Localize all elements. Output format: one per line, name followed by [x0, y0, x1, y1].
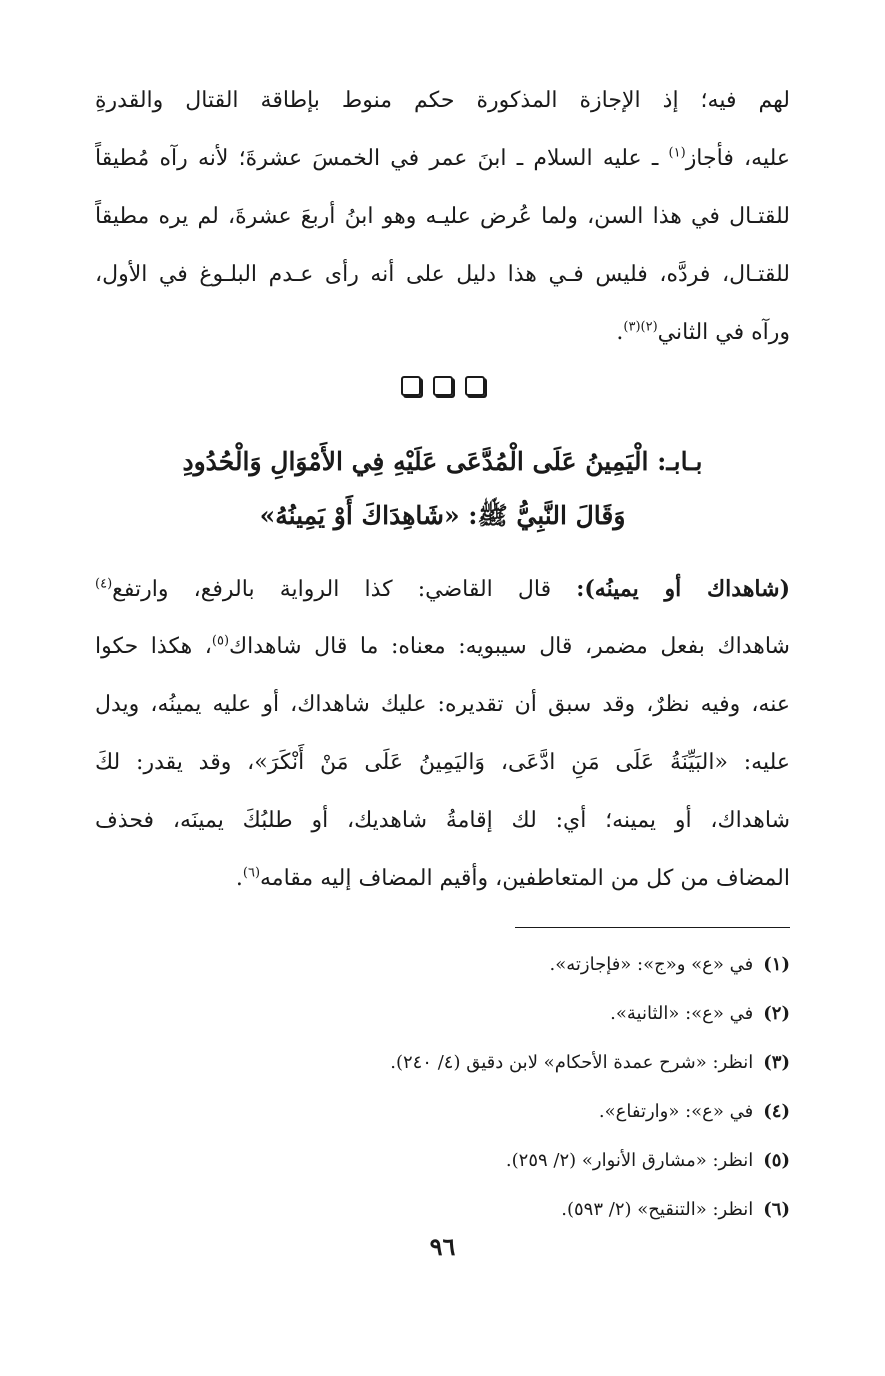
- square-ornament-icon: [401, 376, 421, 396]
- text-line: شاهداك بفعل مضمر، قال سيبويه: معناه: ما قال شاهداك$^{(٥)}$، هكذا حكوا: [95, 633, 790, 659]
- footnotes: [95, 940, 790, 1234]
- heading-line: وَقَالَ النَّبِيُّ ﷺ: «شَاهِدَاكَ أَوْ يَمِينُهُ»: [259, 501, 626, 530]
- text-line: ورآه في الثاني$^{(٢)(٣)}$.: [616, 319, 790, 345]
- text-line: للقتـال، فردَّه، فليس فـي هذا دليل على أنه رأى عـدم البلـوغ في الأول،: [95, 262, 790, 287]
- footnote-ref[interactable]: (٥): [211, 633, 230, 649]
- text-line: (شاهداك أو يمينُه): قال القاضي: كذا الرواية بالرفع، وارتفع$^{(٤)}$: [95, 576, 790, 602]
- lemma: (شاهداك أو يمينُه):: [576, 576, 790, 602]
- footnote-ref[interactable]: (٢)(٣): [623, 319, 658, 335]
- paragraph-continuation: [95, 72, 790, 362]
- text-line: عنه، وفيه نظرٌ، وقد سبق أن تقديره: عليك شاهداك، أو عليه يمينُه، ويدل: [95, 692, 790, 717]
- footnote-divider: [515, 927, 790, 928]
- text-line: لهم فيه؛ إذ الإجازة المذكورة حكم منوط بإطاقة القتال والقدرةِ: [95, 88, 790, 113]
- text-line: للقتـال في هذا السن، ولما عُرض عليـه وهو ابنُ أربعَ عشرةَ، لم يره مطيقاً: [95, 204, 790, 229]
- square-ornament-icon: [433, 376, 453, 396]
- text-line: شاهداك، أو يمينه؛ أي: لك إقامةُ شاهديك، أو طلبُكَ يمينَه، فحذف: [95, 808, 790, 833]
- footnote: (٤)في «ع»: «وارتفاع».: [598, 1101, 790, 1122]
- footnote-ref[interactable]: (٤): [95, 576, 113, 592]
- footnote-ref[interactable]: (٦): [242, 865, 261, 881]
- heading-line: بـابـ: الْيَمِينُ عَلَى الْمُدَّعَى عَلَيْهِ فِي الأَمْوَالِ وَالْحُدُودِ: [182, 447, 703, 476]
- footnote: (٥)انظر: «مشارق الأنوار» (٢/ ٢٥٩).: [505, 1150, 790, 1171]
- footnote: (٦)انظر: «التنقيح» (٢/ ٥٩٣).: [561, 1199, 790, 1220]
- text-line: المضاف من كل من المتعاطفين، وأقيم المضاف إليه مقامه$^{(٦)}$.: [235, 865, 790, 891]
- square-ornament-icon: [465, 376, 485, 396]
- footnote-ref[interactable]: (١): [668, 145, 686, 161]
- text-line: عليه: «البَيِّنَةُ عَلَى مَنِ ادَّعَى، وَاليَمِينُ عَلَى مَنْ أَنْكَرَ»، وقد يقدر: لكَ: [95, 750, 790, 775]
- chapter-heading: [95, 435, 790, 543]
- page-number: ٩٦: [429, 1232, 456, 1261]
- footnote: (٣)انظر: «شرح عمدة الأحكام» لابن دقيق (٤/ ٢٤٠).: [390, 1052, 790, 1073]
- footnote: (٢)في «ع»: «الثانية».: [610, 1003, 790, 1024]
- paragraph-commentary: [95, 560, 790, 908]
- section-separator: [0, 376, 885, 400]
- text-line: عليه، فأجاز$^{(١)}$ ـ عليه السلام ـ ابنَ عمر في الخمسَ عشرةَ؛ لأنه رآه مُطيقاً: [95, 145, 790, 171]
- footnote: (١)في «ع» و«ج»: «فإجازته».: [549, 954, 790, 975]
